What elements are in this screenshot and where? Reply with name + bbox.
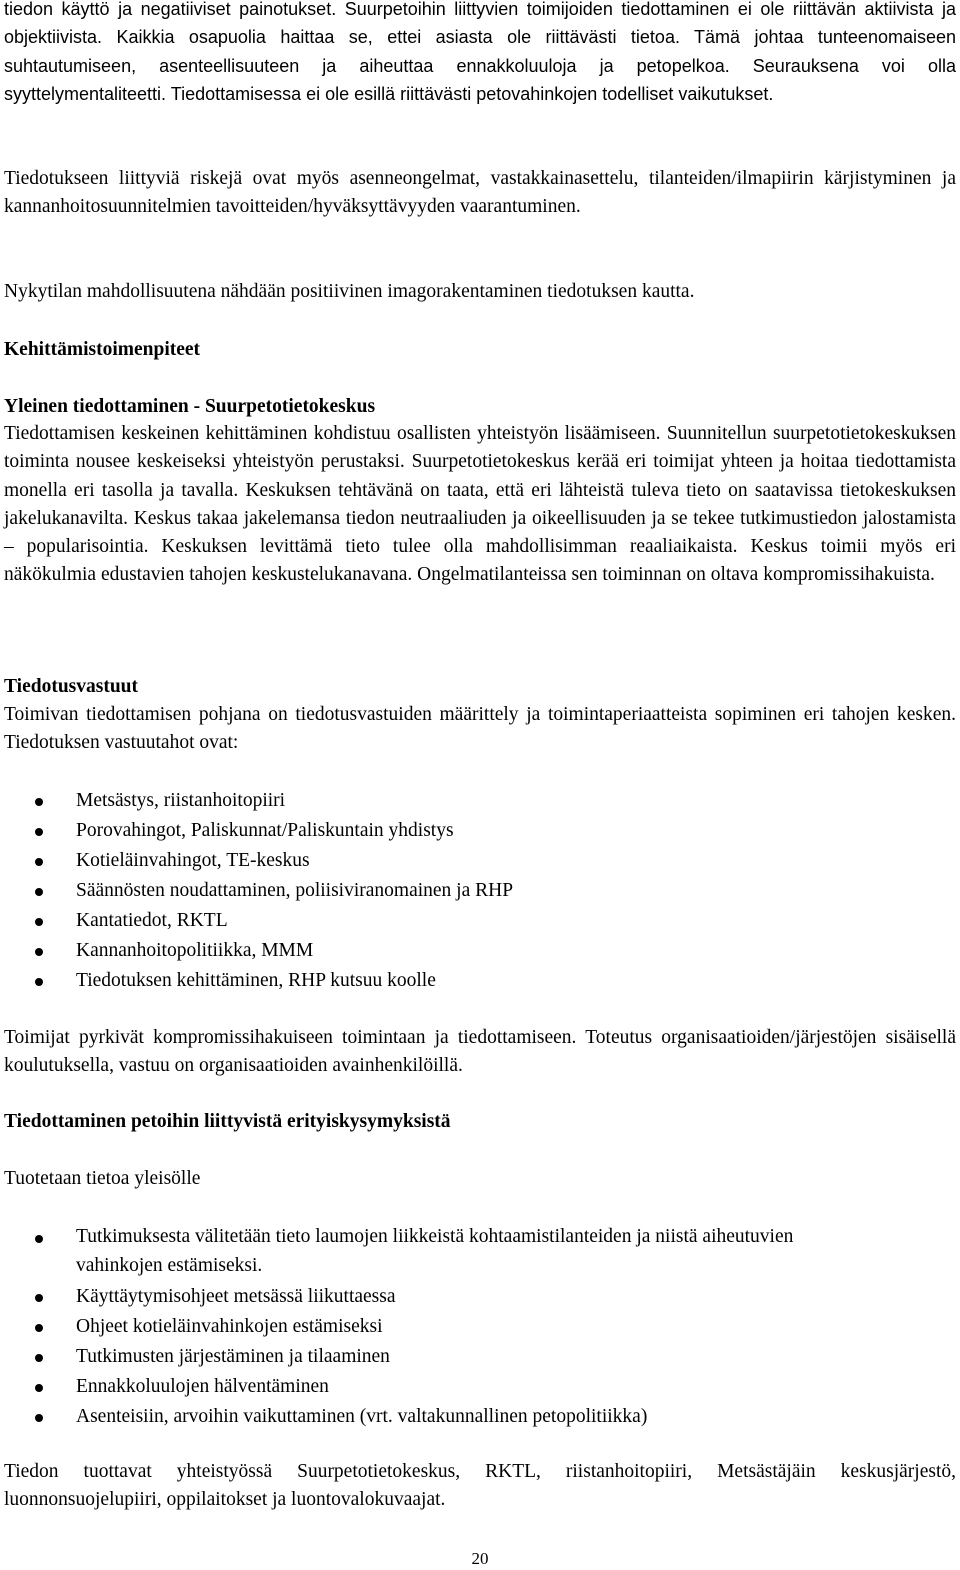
development-heading: Kehittämistoimenpiteet: [4, 339, 201, 360]
bullet-icon: [35, 798, 43, 806]
responsibilities-list: [4, 786, 956, 996]
list-item: Metsästys, riistanhoitopiiri: [4, 786, 956, 816]
bullet-icon: [35, 1324, 43, 1332]
opportunity-paragraph: Nykytilan mahdollisuutena nähdään positiivinen imagorakentaminen tiedotuksen kautta.: [4, 281, 695, 302]
bullet-icon: [35, 918, 43, 926]
public-list: [4, 1223, 956, 1432]
general-heading: Yleinen tiedottaminen - Suurpetotietokeskus: [4, 396, 376, 417]
list-item: Ohjeet kotieläinvahinkojen estämiseksi: [4, 1312, 956, 1342]
list-item: Ennakkoluulojen hälventäminen: [4, 1372, 956, 1402]
bullet-icon: [35, 1384, 43, 1392]
bullet-icon: [35, 858, 43, 866]
list-item: Kotieläinvahingot, TE-keskus: [4, 846, 956, 876]
public-paragraph: Tuotetaan tietoa yleisölle: [4, 1168, 201, 1189]
risks-paragraph: Tiedotukseen liittyviä riskejä ovat myös asenneongelmat, vastakkainasettelu, tilanteiden/ilmapiirin kärjistyminen ja kannanhoitosuunnitelmien tavoitteiden/hyväksyttävyyden vaarantuminen.: [4, 168, 956, 218]
bullet-icon: [35, 1235, 43, 1243]
bullet-icon: [35, 888, 43, 896]
bullet-icon: [35, 978, 43, 986]
bullet-icon: [35, 1294, 43, 1302]
intro-paragraph: tiedon käyttö ja negatiiviset painotukset. Suurpetoihin liittyvien toimijoiden tiedottaminen ei ole riittävän aktiivista ja objektiivista. Kaikkia osapuolia haittaa se, ettei asiasta ole riittävästi tietoa. Tämä johtaa tunteenomaiseen suhtautumiseen, asenteellisuuteen ja aiheuttaa ennakkoluuloja ja petopelkoa. Seurauksena voi olla syyttelymentaliteetti. Tiedottamisessa ei ole esillä riittävästi petovahinkojen todelliset vaikutukset.: [4, 0, 956, 105]
list-item: Käyttäytymisohjeet metsässä liikuttaessa: [4, 1282, 956, 1312]
actors-paragraph: Toimijat pyrkivät kompromissihakuiseen toimintaan ja tiedottamiseen. Toteutus organisaatioiden/järjestöjen sisäisellä koulutuksella, vastuu on organisaatioiden avainhenkilöillä.: [4, 1027, 956, 1077]
list-item: Porovahingot, Paliskunnat/Paliskuntain yhdistys: [4, 816, 956, 846]
general-paragraph: Tiedottamisen keskeinen kehittäminen kohdistuu osallisten yhteistyön lisäämiseen. Suunnitellun suurpetotietokeskuksen toiminta nousee keskeiseksi yhteistyön perustaksi. Suurpetotietokeskus kerää eri toimijat yhteen ja hoitaa tiedottamista monella eri tasolla ja tavalla. Keskuksen tehtävänä on taata, että eri lähteistä tuleva tieto on saatavissa tietokeskuksen jakelukanavilta. Keskus takaa jakelemansa tiedon neutraaliuden ja oikeellisuuden ja se tekee tutkimustiedon jalostamista – popularisointia. Keskuksen levittämä tieto tulee olla mahdollisimman reaaliaikaista. Keskus toimii myös eri näkökulmia edustavien tahojen keskustelukanavana. Ongelmatilanteissa sen toiminnan on oltava kompromissihakuista.: [4, 423, 956, 586]
list-item: Kannanhoitopolitiikka, MMM: [4, 936, 956, 966]
list-item: Asenteisiin, arvoihin vaikuttaminen (vrt. valtakunnallinen petopolitiikka): [4, 1402, 956, 1432]
list-item: Kantatiedot, RKTL: [4, 906, 956, 936]
bullet-icon: [35, 948, 43, 956]
bullet-icon: [35, 1354, 43, 1362]
bullet-icon: [35, 1414, 43, 1422]
bullet-icon: [35, 828, 43, 836]
special-heading: Tiedottaminen petoihin liittyvistä erityiskysymyksistä: [4, 1111, 451, 1132]
list-item: Tiedotuksen kehittäminen, RHP kutsuu koolle: [4, 966, 956, 996]
page-number: 20: [471, 1549, 489, 1568]
producers-paragraph: Tiedon tuottavat yhteistyössä Suurpetotietokeskus, RKTL, riistanhoitopiiri, Metsästäjäin keskusjärjestö, luonnonsuojelupiiri, oppilaitokset ja luontovalokuvaajat.: [4, 1461, 956, 1511]
responsibilities-heading: Tiedotusvastuut: [4, 676, 139, 697]
list-item: Säännösten noudattaminen, poliisiviranomainen ja RHP: [4, 876, 956, 906]
list-item: Tutkimusten järjestäminen ja tilaaminen: [4, 1342, 956, 1372]
responsibilities-paragraph: Toimivan tiedottamisen pohjana on tiedotusvastuiden määrittely ja toimintaperiaatteista sopiminen eri tahojen kesken. Tiedotuksen vastuutahot ovat:: [4, 704, 956, 754]
list-item: Tutkimuksesta välitetään tieto laumojen liikkeistä kohtaamistilanteiden ja niistä aiheutuvien vahinkojen estämiseksi.: [4, 1223, 956, 1280]
